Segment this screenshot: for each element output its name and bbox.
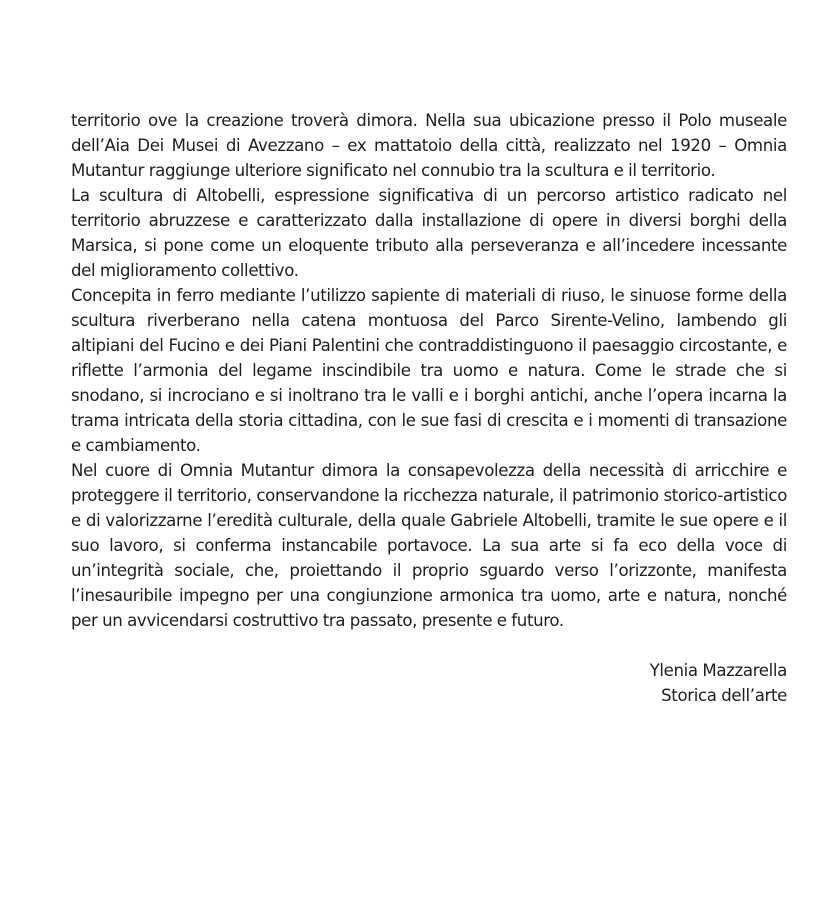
paragraph-1: territorio ove la creazione troverà dimora. Nella sua ubicazione presso il Polo museale dell’Aia Dei Musei di Avezzano – ex mattatoio della città, realizzato nel 1920 – Omnia Mutantur raggiunge ulteriore significato nel connubio tra la scultura e il territorio. xyxy=(71,111,787,180)
article-body xyxy=(71,108,787,633)
paragraph-3: Concepita in ferro mediante l’utilizzo sapiente di materiali di riuso, le sinuose forme della scultura riverberano nella catena montuosa del Parco Sirente-Velino, lambendo gli altipiani del Fucino e dei Piani Palentini che contraddistinguono il paesaggio circostante, e riflette l’armonia del legame inscindibile tra uomo e natura. Come le strade che si snodano, si incrociano e si inoltrano tra le valli e i borghi antichi, anche l’opera incarna la trama intricata della storia cittadina, con le sue fasi di crescita e i momenti di transazione e cambiamento. xyxy=(71,286,787,455)
paragraph-2: La scultura di Altobelli, espressione significativa di un percorso artistico radicato nel territorio abruzzese e caratterizzato dalla installazione di opere in diversi borghi della Marsica, si pone come un eloquente tributo alla perseveranza e all’incedere incessante del miglioramento collettivo. xyxy=(71,186,787,280)
author-role: Storica dell’arte xyxy=(661,686,787,705)
paragraph-4: Nel cuore di Omnia Mutantur dimora la consapevolezza della necessità di arricchire e proteggere il territorio, conservandone la ricchezza naturale, il patrimonio storico-artistico e di valorizzarne l’eredità culturale, della quale Gabriele Altobelli, tramite le sue opere e il suo lavoro, si conferma instancabile portavoce. La sua arte si fa eco della voce di un’integrità sociale, che, proiettando il proprio sguardo verso l’orizzonte, manifesta l’inesauribile impegno per una congiunzione armonica tra uomo, arte e natura, nonché per un avvicendarsi costruttivo tra passato, presente e futuro. xyxy=(71,461,787,630)
document-page xyxy=(71,108,787,708)
signature-block xyxy=(71,658,787,708)
author-name: Ylenia Mazzarella xyxy=(649,661,787,680)
